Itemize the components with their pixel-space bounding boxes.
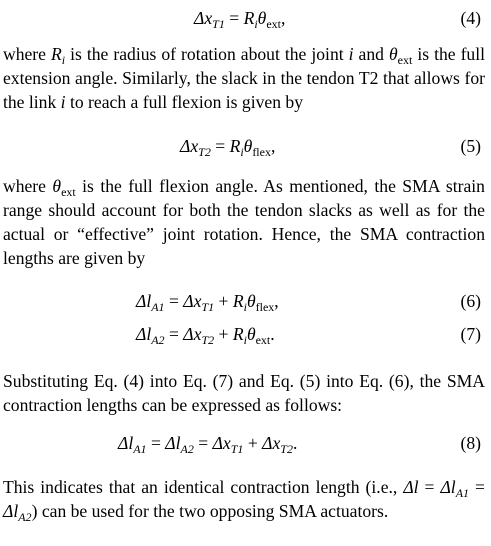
equation-7 [0, 321, 491, 347]
equation-5 [0, 133, 491, 159]
equation-7-number: (7) [460, 324, 481, 344]
equation-6-body: $\Delta l_{A1} = \Delta x_{T1} + R_i\theta_{flex}$, [136, 291, 279, 314]
equation-6-number: (6) [460, 291, 481, 311]
equation-8 [0, 430, 491, 456]
equation-8-body: $\Delta l_{A1} = \Delta l_{A2} = \Delta x_{T1} + \Delta x_{T2}$. [118, 433, 298, 456]
equation-4 [0, 5, 491, 31]
equation-4-body: $\Delta x_{T1} = R_i\theta_{ext}$, [194, 8, 286, 31]
equation-5-number: (5) [460, 136, 481, 156]
equation-8-number: (8) [460, 433, 481, 453]
paragraph-2: where $\theta_{ext}$ is the full flexion angle. As mentioned, the SMA strain range should account for both the tendon slacks as well as for the actual or “effective” joint rotation. Hence, the SMA contraction lengths are given by [3, 176, 485, 268]
equation-7-body: $\Delta l_{A2} = \Delta x_{T2} + R_i\theta_{ext}$. [136, 324, 275, 347]
equation-4-number: (4) [460, 8, 481, 28]
paragraph-3: Substituting Eq. (4) into Eq. (7) and Eq. (5) into Eq. (6), the SMA contraction lengths can be expressed as follows: [3, 371, 485, 415]
equation-6 [0, 288, 491, 314]
equation-5-body: $\Delta x_{T2} = R_i\theta_{flex}$, [180, 136, 276, 159]
paragraph-1: where $R_i$ is the radius of rotation about the joint i and $\theta_{ext}$ is the full extension angle. Similarly, the slack in the tendon T2 that allows for the link i to reach a full flexion is given by [3, 44, 486, 112]
paragraph-4: This indicates that an identical contraction length (i.e., $\Delta l = \Delta l_{A1} = \Delta l_{A2}$) can be used for the two opposing SMA actuators. [3, 477, 485, 524]
